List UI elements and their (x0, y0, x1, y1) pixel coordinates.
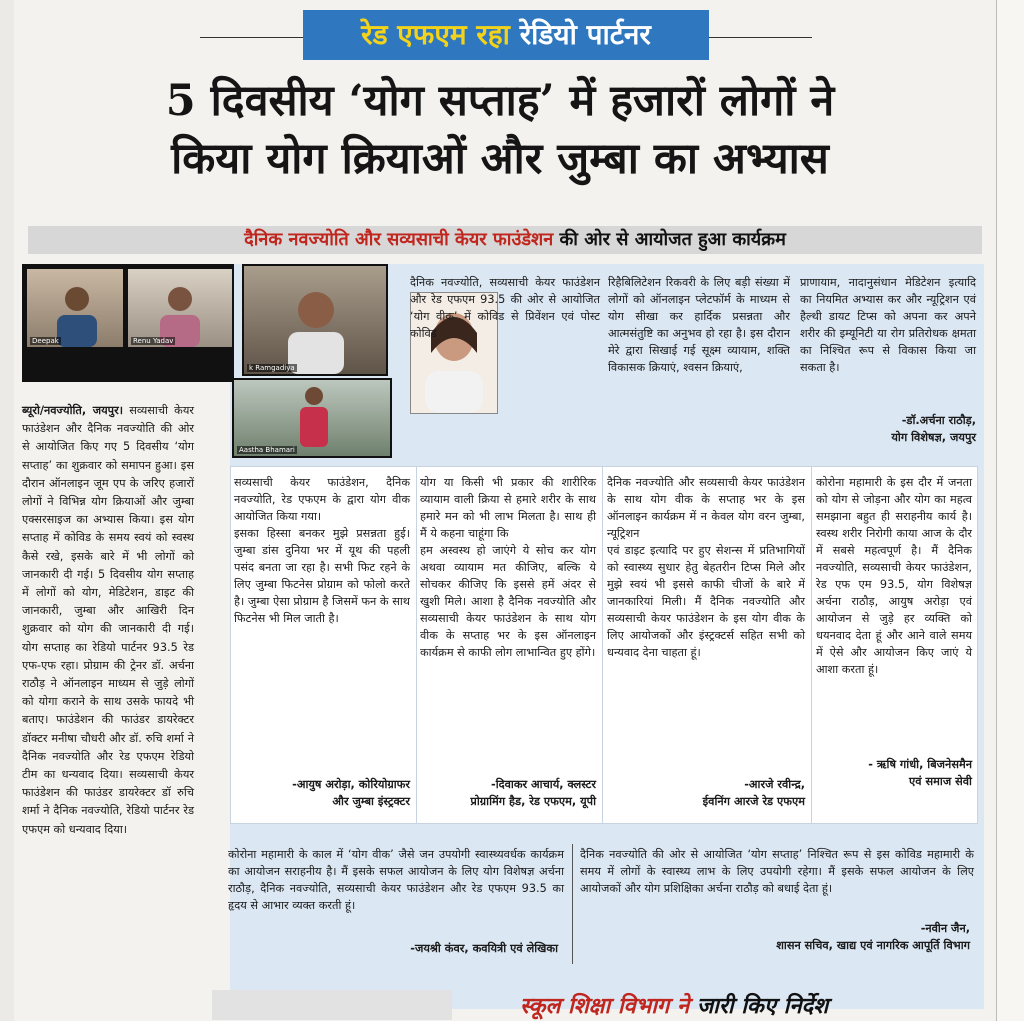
bottom-signature-jayshree: -जयश्री कंवर, कवयित्री एवं लेखिका (410, 942, 558, 955)
card1-body: इसका हिस्सा बनकर मुझे प्रसन्नता हुई। जुम्बा डांस दुनिया भर में यूथ की पहली पसंद बनता जा रहा है। सभी फिट रहने के लिए जुम्बा फिटनेस प्रोग्राम को फोलो करते है। जुम्बा ऐसा प्रोग्राम है जिसमें फन के साथ फिटनेस भी मिल जाती है। (234, 527, 410, 625)
card4-signature (816, 756, 972, 790)
signature-title: योग विशेषज्ञ, जयपुर (891, 431, 976, 444)
video-tile-deepak (25, 267, 125, 349)
card3-top: दैनिक नवज्योति और सव्यसाची केयर फाउंडेशन के साथ योग वीक के सप्ताह भर के इस ऑनलाइन कार्यक्रम में न केवल योग वरन जुम्बा, न्यूट्रिशन (607, 476, 805, 540)
card3-text (607, 474, 805, 661)
person-icon (244, 266, 386, 374)
card1-text (234, 474, 410, 627)
subhead-part2: की ओर से आयोजत हुआ कार्यक्रम (559, 229, 786, 250)
bottom-quote-naveen: दैनिक नवज्योति की ओर से आयोजित ‘योग सप्ताह’ निश्चित रूप से इस कोविड महामारी के समय में लोगों के स्वास्थ्य लाभ के लिए उपयोगी रहेगा। मैं इसके सफल आयोजन के लिए आयोजकों और योग प्रशिक्षिका अर्चना राठौड़ को बधाई देता हूं। (580, 848, 974, 895)
video-tag: Deepak (32, 337, 59, 345)
signature-name: -नवीन जैन, (920, 922, 970, 935)
headline-line1: 5 दिवसीय ‘योग सप्ताह’ में हजारों लोगों ने (165, 76, 835, 126)
subhead-part1: दैनिक नवज्योति और सव्यसाची केयर फाउंडेशन (244, 229, 554, 250)
bottom-grey-box (212, 990, 452, 1020)
right-adjacent-column (996, 0, 1024, 1021)
archana-signature (800, 412, 976, 446)
signature-name: -दिवाकर आचार्य, क्लस्टर (491, 778, 596, 791)
left-article-body: सव्यसाची केयर फाउंडेशन और दैनिक नवज्योति की ओर से आयोजित किए गए 5 दिवसीय ‘योग सप्ताह’ का शुक्रवार को समापन हुआ। इस दौरान ऑनलाइन जूम एप के जरिए हजारों लोगों ने विभिन्न योग क्रियाओं और जुम्बा एक्सरसाइज का अभ्यास किया। इस योग सप्ताह में कोविड के समय स्वयं को स्वस्थ कैसे रखे, इसके बारे में भी लोगों को जानकारी दी गई। 5 दिवसीय योग सप्ताह में लोगों को योग, मेडिटेशन, डाइट की जानकारी, जुम्बा और आखिरी दिन शुक्रवार को योग की जानकारी दी गई। योग सप्ताह का रेडियो पार्टनर 93.5 रेड एफ-एफ रहा। प्रोग्राम की ट्रेनर डॉ. अर्चना राठौड़ ने ऑनलाइन माध्यम से जुड़े लोगों को योगा कराने के साथ उसके फायदे भी बताए। फाउंडेशन की फाउंडर डायरेक्टर डॉक्टर मनीषा चौधरी और डॉ. रुचि शर्मा ने दैनिक नवज्योति और रेड एफएम रेडियो टीम का धन्यवाद दिया। सव्यसाची केयर फाउंडेशन की फाउंडर डायरेक्टर डॉ रुचि शर्मा ने दैनिक नवज्योति, रेडियो पार्टनर रेड एफएम को धन्यवाद दिया। (22, 404, 195, 836)
signature-title: एवं समाज सेवी (909, 775, 972, 788)
bottom-divider (572, 844, 573, 964)
signature-title: प्रोग्रामिंग हैड, रेड एफएम, यूपी (470, 795, 596, 808)
signature-name: -डॉ.अर्चना राठौड़, (901, 414, 976, 427)
card1-signature (234, 776, 410, 810)
main-headline (0, 72, 1000, 188)
video-tile-renu (126, 267, 234, 349)
card2-body: हम अस्वस्थ हो जाएंगे ये सोच कर योग अथवा व्यायाम मत कीजिए, बल्कि ये सोचकर कीजिए कि इससे हमें अंदर से खुशी मिले। आशा है दैनिक नवज्योति और सव्यसाची केयर फाउंडेशन के साथ योग वीक के सप्ताह भर के इस ऑनलाइन कार्यक्रम से काफी लोग लाभान्वित हुए होंगे। (420, 544, 596, 659)
video-tag: k Ramgadiya (249, 364, 295, 372)
dateline: ब्यूरो/नवज्योति, जयपुर। (22, 404, 123, 417)
next-story-headline (520, 990, 900, 1020)
kicker-part1: रेड एफएम रहा (361, 18, 510, 51)
kicker-part2: रेडियो पार्टनर (519, 18, 651, 51)
archana-col3: प्राणायाम, नादानुसंधान मेडिटेशन इत्यादि का नियमित अभ्यास कर और न्यूट्रिशन एवं हैल्थी डायट टिप्स को अपना कर अपने शरीर की इम्यूनिटी या रोग प्रतिरोधक क्षमता का निश्चित रूप से विकास किया जा सकता है। (800, 276, 976, 374)
card2-text (420, 474, 596, 661)
bottom-signature-naveen (580, 920, 970, 954)
card4-text: कोरोना महामारी के इस दौर में जनता को योग से जोड़ना और योग का महत्व समझाना बहुत ही सराहनीय कार्य है। स्वस्थ शरीर निरोगी काया आज के दौर में सबसे महत्वपूर्ण है। मैं दैनिक नवज्योति, सव्यसाची केयर फाउंडेशन, रेड एफ एम 93.5, योग विशेषज्ञ अर्चना राठौड़, आयुष अरोड़ा एवं आयोजन से जुड़े हर व्यक्ति को धयनवाद देता हूं और आने वाले समय में ऐसे और आयोजन किए जाएं ये आशा करता हूं। (816, 476, 972, 676)
card2-signature (420, 776, 596, 810)
next-headline-part2: जारी किए निर्देश (696, 994, 829, 1019)
signature-title: और जुम्बा इंस्ट्रक्टर (332, 795, 410, 808)
kicker-banner (303, 10, 709, 60)
video-tile-aastha (232, 378, 392, 458)
card3-body: एवं डाइट इत्यादि पर हुए सेशन्स में प्रतिभागियों को स्वास्थ्य सुधार हेतु बेहतरीन टिप्स मिले और मुझे स्वयं भी इससे काफी चीजों के बारे में जानकारियां मिली। मैं दैनिक नवज्योति और सव्यसाची केयर फाउंडेशन के इस योग वीक के लिए आयोजकों और इंस्ट्रक्टर्स सहित सभी को धन्यवाद देना चाहता हूं। (607, 544, 805, 659)
signature-title: ईवनिंग आरजे रेड एफएम (702, 795, 805, 808)
signature-name: -आरजे रवीन्द्र, (744, 778, 805, 791)
card3-signature (607, 776, 805, 810)
signature-name: - ऋषि गांधी, बिजनेसमैन (868, 758, 972, 771)
archana-col2: रिहैबिलिटेशन रिकवरी के लिए बड़ी संख्या में लोगों को ऑनलाइन प्लेटफॉर्म के माध्यम से योग सीखा कर हार्दिक प्रसन्नता और आत्मसंतुष्टि का अनुभव हो रहा है। इस दौरान मेरे द्वारा सिखाई गई सूक्ष्म व्यायाम, शक्ति विकासक क्रियाएं, श्वसन क्रियाएं, (608, 276, 790, 374)
next-headline-part1: स्कूल शिक्षा विभाग ने (520, 994, 690, 1019)
signature-name: -आयुष अरोड़ा, कोरियोग्राफर (292, 778, 410, 791)
card2-top: योग या किसी भी प्रकार की शारीरिक व्यायाम वाली क्रिया से हमारे शरीर के साथ हमारे मन को भी लाभ मिलता है। साथ ही मैं ये कहना चाहूंगा कि (420, 476, 596, 540)
subhead (60, 226, 970, 254)
signature-title: शासन सचिव, खाद्य एवं नागरिक आपूर्ति विभाग (776, 939, 970, 952)
person-icon (128, 269, 232, 347)
person-icon (27, 269, 123, 347)
video-tag: Aastha Bhamari (239, 446, 295, 454)
archana-col1-text: दैनिक नवज्योति, सव्यसाची केयर फाउंडेशन और रेड एफएम 93.5 की ओर से आयोजित ‘योग वीक’ में कोविड से प्रिवेंशन एवं पोस्ट कोविड (410, 276, 600, 340)
bottom-quote-jayshree: कोरोना महामारी के काल में ‘योग वीक’ जैसे जन उपयोगी स्वास्थ्यवर्धक कार्यक्रम का आयोजन सराहनीय है। मैं इसके सफल आयोजन के लिए योग विशेषज्ञ अर्चना राठौड़, दैनिक नवज्योति, सव्यसाची केयर फाउंडेशन और रेड एफएम 93.5 का हृदय से आभार व्यक्त करती हूं। (228, 848, 564, 912)
video-tile-ramgadiya (242, 264, 388, 376)
headline-line2: किया योग क्रियाओं और जुम्बा का अभ्यास (171, 134, 829, 184)
video-collage (22, 264, 234, 382)
left-article (22, 402, 194, 839)
video-tag: Renu Yadav (133, 337, 174, 345)
archana-col1 (410, 274, 600, 342)
person-icon (234, 380, 390, 456)
card1-top: सव्यसाची केयर फाउंडेशन, दैनिक नवज्योति, रेड एफएम के द्वारा योग वीक आयोजित किया गया। (234, 476, 410, 523)
